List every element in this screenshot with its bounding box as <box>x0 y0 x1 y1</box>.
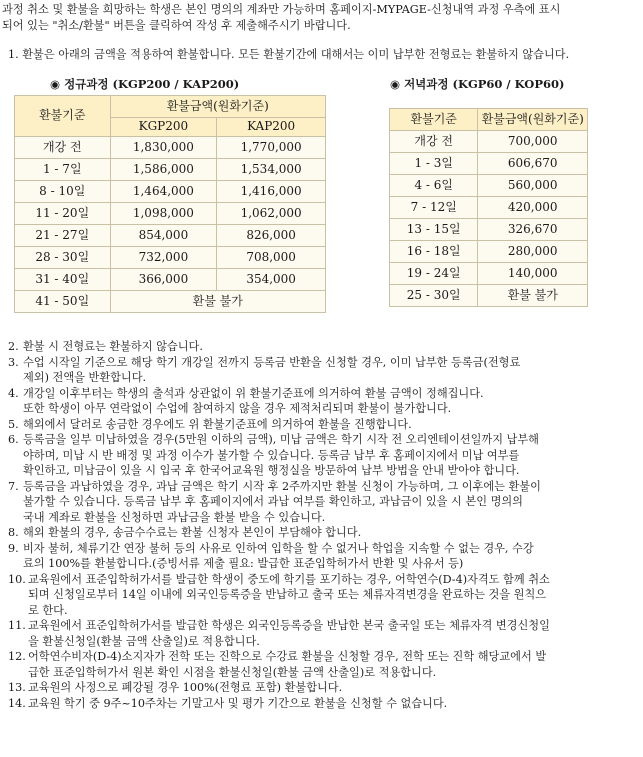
list-line: 개강일 이후부터는 학생의 출석과 상관없이 위 환불기준표에 의거하여 환불 금액이 정해집니다. <box>23 386 484 400</box>
list-line: 로 한다. <box>28 603 68 617</box>
kgp200-cell: 854,000 <box>110 225 217 247</box>
list-number: 7. <box>8 479 19 493</box>
list-item <box>8 339 640 355</box>
table-row <box>390 263 588 285</box>
period-cell: 7 - 12일 <box>390 197 478 219</box>
list-text <box>23 479 640 526</box>
refund-rules-list <box>8 339 640 711</box>
list-item <box>8 572 640 619</box>
list-line: 되며 신청일로부터 14일 이내에 외국인등록증을 반납하고 출국 또는 체류자격변경을 완료하는 것을 원칙으 <box>28 588 547 601</box>
period-cell: 8 - 10일 <box>15 181 111 203</box>
table-row <box>390 153 588 175</box>
kgp200-cell: 1,586,000 <box>110 159 217 181</box>
list-item <box>8 432 640 479</box>
list-text <box>28 572 640 619</box>
table-row <box>390 197 588 219</box>
list-line: 등록금을 일부 미납하였을 경우(5만원 이하의 금액), 미납 금액은 학기 시작 전 오리엔테이션일까지 납부해 <box>23 433 539 446</box>
table-row <box>15 181 326 203</box>
list-number: 6. <box>8 433 19 446</box>
list-number: 12. <box>8 650 26 663</box>
list-line: 교육원에서 표준입학허가서를 발급한 학생이 중도에 학기를 포기하는 경우, 어학연수(D-4)자격도 함께 취소 <box>28 572 550 586</box>
evening-course-title-text: 저녁과정 (KGP60 / KOP60) <box>404 77 565 91</box>
kgp200-cell: 732,000 <box>110 247 217 269</box>
kap200-cell: 354,000 <box>217 269 326 291</box>
table-row <box>390 219 588 241</box>
intro-line: 되어 있는 "취소/환불" 버튼을 클릭하여 작성 후 제출해주시기 바랍니다. <box>2 18 351 32</box>
list-item <box>8 680 640 696</box>
list-number: 3. <box>8 355 19 369</box>
table-row <box>15 159 326 181</box>
list-number: 2. <box>8 340 19 353</box>
table-row <box>15 137 326 159</box>
amount-cell: 606,670 <box>478 153 588 175</box>
list-number: 10. <box>8 572 26 586</box>
list-line: 환불 시 전형료는 환불하지 않습니다. <box>23 340 203 353</box>
list-number: 9. <box>8 541 19 555</box>
kap200-cell: 1,416,000 <box>217 181 326 203</box>
period-cell: 28 - 30일 <box>15 247 111 269</box>
list-line: 해외 환불의 경우, 송금수수료는 환불 신청자 본인이 부담해야 합니다. <box>23 526 362 539</box>
list-text <box>28 696 640 712</box>
kgp200-cell: 1,830,000 <box>110 137 217 159</box>
period-cell: 13 - 15일 <box>390 219 478 241</box>
period-cell: 4 - 6일 <box>390 175 478 197</box>
col-kgp200: KGP200 <box>110 118 217 137</box>
amount-cell: 326,670 <box>478 219 588 241</box>
period-cell: 16 - 18일 <box>390 241 478 263</box>
list-item <box>8 355 640 386</box>
list-line: 불가할 수 있습니다. 등록금 납부 후 홈페이지에서 과납 여부를 확인하고, 과납금이 있을 시 본인 명의의 <box>23 495 523 508</box>
col-amount: 환불금액(원화기준) <box>110 96 325 118</box>
amount-cell: 140,000 <box>478 263 588 285</box>
regular-refund-table <box>14 95 326 313</box>
period-cell: 19 - 24일 <box>390 263 478 285</box>
list-line: 국내 계좌로 환불을 신청하면 과납금을 환불 받을 수 있습니다. <box>23 510 326 524</box>
period-cell: 1 - 7일 <box>15 159 111 181</box>
amount-cell: 280,000 <box>478 241 588 263</box>
period-cell: 31 - 40일 <box>15 269 111 291</box>
kgp200-cell: 366,000 <box>110 269 217 291</box>
list-text <box>23 417 640 433</box>
kgp200-cell: 1,464,000 <box>110 181 217 203</box>
list-text <box>28 618 640 649</box>
table-row <box>15 247 326 269</box>
list-line: 확인하고, 미납금이 있을 시 입국 후 한국어교육원 행정실을 방문하여 납부 방법을 안내 받아야 합니다. <box>23 464 520 477</box>
regular-course-title-text: 정규과정 (KGP200 / KAP200) <box>64 77 240 91</box>
table-row <box>15 225 326 247</box>
bullet-icon: ◉ <box>50 77 61 91</box>
period-cell: 25 - 30일 <box>390 285 478 307</box>
table-row <box>390 285 588 307</box>
list-item <box>8 525 640 541</box>
list-line: 을 환불신청일(환불 금액 산출일)로 적용합니다. <box>28 634 260 648</box>
table-row <box>15 269 326 291</box>
list-item <box>8 541 640 572</box>
list-text <box>28 680 640 696</box>
list-line: 어학연수비자(D-4)소지자가 전학 또는 진학으로 수강료 환불을 신청할 경우, 전학 또는 진학 해당교에서 발 <box>28 650 547 663</box>
kap200-cell: 1,062,000 <box>217 203 326 225</box>
list-line: 교육원의 사정으로 폐강될 경우 100%(전형료 포함) 환불합니다. <box>28 681 343 694</box>
list-text <box>23 525 640 541</box>
list-number: 4. <box>8 386 19 400</box>
intro-text <box>2 2 640 33</box>
list-number: 13. <box>8 681 26 694</box>
list-number: 5. <box>8 417 19 431</box>
period-cell: 21 - 27일 <box>15 225 111 247</box>
period-cell: 11 - 20일 <box>15 203 111 225</box>
col-period: 환불기준 <box>15 96 111 137</box>
period-cell: 1 - 3일 <box>390 153 478 175</box>
period-cell: 개강 전 <box>15 137 111 159</box>
amount-cell: 700,000 <box>478 131 588 153</box>
col-amount: 환불금액(원화기준) <box>478 109 588 131</box>
list-line: 교육원 학기 중 9주~10주차는 기말고사 및 평가 기간으로 환불을 신청할 수 없습니다. <box>28 696 448 710</box>
kap200-cell: 1,534,000 <box>217 159 326 181</box>
table-row <box>15 203 326 225</box>
list-line: 해외에서 달러로 송금한 경우에도 위 환불기준표에 의거하여 환불을 진행합니다. <box>23 417 412 431</box>
regular-course-title <box>50 77 239 93</box>
list-text <box>23 355 640 386</box>
list-line: 수업 시작일 기준으로 해당 학기 개강일 전까지 등록금 반환을 신청할 경우, 이미 납부한 등록금(전형료 <box>23 355 521 369</box>
amount-cell: 560,000 <box>478 175 588 197</box>
bullet-icon: ◉ <box>390 77 401 91</box>
amount-cell: 환불 불가 <box>478 285 588 307</box>
list-line: 비자 불허, 체류기간 연장 불허 등의 사유로 인하여 입학을 할 수 없거나 학업을 지속할 수 없는 경우, 수강 <box>23 541 534 555</box>
list-text <box>23 432 640 479</box>
kap200-cell: 1,770,000 <box>217 137 326 159</box>
list-line: 야하며, 미납 시 반 배정 및 과정 이수가 불가할 수 있습니다. 등록금 납부 후 홈페이지에서 미납 여부를 <box>23 448 520 462</box>
kap200-cell: 708,000 <box>217 247 326 269</box>
col-kap200: KAP200 <box>217 118 326 137</box>
list-item <box>8 479 640 526</box>
list-text <box>23 541 640 572</box>
period-cell: 41 - 50일 <box>15 291 111 313</box>
list-text <box>23 339 640 355</box>
list-item <box>8 386 640 417</box>
list-number: 11. <box>8 619 26 632</box>
evening-course-title <box>390 77 564 93</box>
list-item <box>8 649 640 680</box>
table-row <box>390 131 588 153</box>
list-item <box>8 417 640 433</box>
list-line: 또한 학생이 아무 연락없이 수업에 참여하지 않을 경우 제적처리되며 환불이 불가합니다. <box>23 402 452 415</box>
kap200-cell: 826,000 <box>217 225 326 247</box>
list-line: 료의 100%를 환불합니다.(증빙서류 제출 필요: 발급한 표준입학허가서 반환 및 사유서 등) <box>23 557 464 570</box>
list-text <box>28 649 640 680</box>
table-row <box>390 241 588 263</box>
list-number: 8. <box>8 526 19 539</box>
amount-cell: 420,000 <box>478 197 588 219</box>
list-line: 제외) 전액을 반환합니다. <box>23 371 147 384</box>
list-line: 급한 표준입학허가서 원본 확인 시점을 환불신청일(환불 금액 산출일)로 적용합니다. <box>28 665 437 679</box>
table-row <box>15 291 326 313</box>
period-cell: 개강 전 <box>390 131 478 153</box>
list-text <box>23 386 640 417</box>
list-line: 교육원에서 표준입학허가서를 발급한 학생은 외국인등록증을 반납한 본국 출국일 또는 체류자격 변경신청일 <box>28 619 550 632</box>
table-header-row <box>15 96 326 118</box>
list-number: 14. <box>8 696 26 710</box>
kgp200-cell: 1,098,000 <box>110 203 217 225</box>
list-item <box>8 696 640 712</box>
list-line: 등록금을 과납하였을 경우, 과납 금액은 학기 시작 후 2주까지만 환불 신청이 가능하며, 그 이후에는 환불이 <box>23 479 541 493</box>
intro-line: 과정 취소 및 환불을 희망하는 학생은 본인 명의의 계좌만 가능하며 홈페이지-MYPAGE-신청내역 과정 우측에 표시 <box>2 3 561 16</box>
col-period: 환불기준 <box>390 109 478 131</box>
table-header-row <box>390 109 588 131</box>
item-1: 1. 환불은 아래의 금액을 적용하여 환불합니다. 모든 환불기간에 대해서는 이미 납부한 전형료는 환불하지 않습니다. <box>8 48 570 61</box>
evening-refund-table <box>389 108 588 307</box>
table-row <box>390 175 588 197</box>
no-refund-cell: 환불 불가 <box>110 291 325 313</box>
list-item <box>8 618 640 649</box>
